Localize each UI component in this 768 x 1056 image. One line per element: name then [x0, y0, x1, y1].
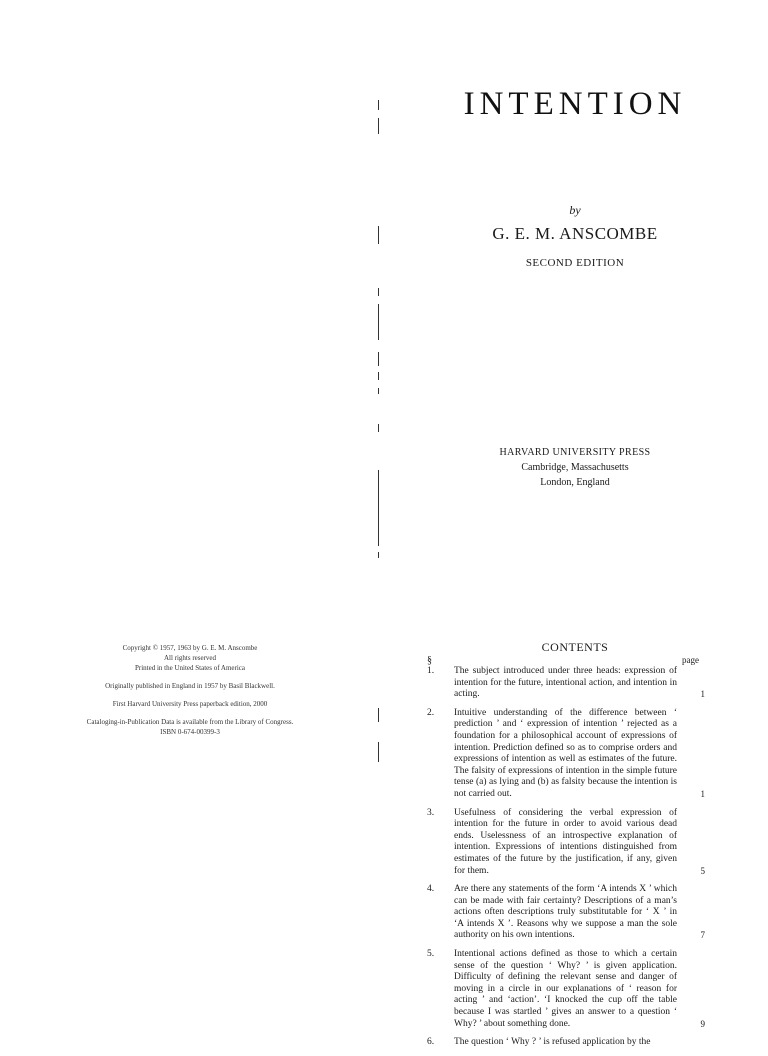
gutter-rule-1 [378, 100, 379, 110]
gutter-rule-12 [378, 708, 379, 722]
section-mark: § [427, 655, 432, 666]
gutter-rule-3 [378, 226, 379, 244]
toc-entry-text: Are there any statements of the form ‘A intends X ’ which can be made with fair certainty? Descriptions of a man’s actions often descriptions truly substitutable for ‘ X ’ in ‘A intends X ’. Reasons why we suppose a man the sole authority on his own intentions. [454, 884, 677, 941]
publisher-block [430, 445, 720, 490]
toc-entry-page: 9 [700, 1018, 705, 1029]
gutter-rule-5 [378, 304, 379, 340]
toc-entry [427, 708, 707, 801]
toc-entry-page: 5 [700, 865, 705, 876]
original-publication-line: Originally published in England in 1957 by Basil Blackwell. [105, 682, 275, 690]
toc-entry-number: 3. [427, 807, 435, 818]
toc-entry [427, 949, 707, 1030]
author-name: G. E. M. ANSCOMBE [492, 224, 658, 243]
toc-entry-number: 5. [427, 949, 435, 960]
gutter-rule-11 [378, 552, 379, 558]
toc-entry-number: 1. [427, 666, 435, 676]
toc-entry-number: 2. [427, 707, 435, 718]
toc-entry-text: Usefulness of considering the verbal expression of intention for the future in order to avoid various dead ends. Uselessness of an introspective explanation of intention. Expressions of intentions distinguished from estimates of the future by the justification, if any, given for them. [454, 807, 677, 876]
copyright-line: Copyright © 1957, 1963 by G. E. M. Anscombe [122, 644, 258, 652]
gutter-rule-4 [378, 288, 379, 296]
contents-heading: CONTENTS [541, 640, 609, 654]
printed-line: Printed in the United States of America [134, 664, 246, 672]
toc-entry-text: Intentional actions defined as those to which a certain sense of the question ‘ Why? ’ is given application. Difficulty of defining the relevant sense and danger of moving in a circle in our explanations of ‘ reason for acting ’ and ‘action’. ‘I knocked the cup off the table because I was startled ’ gives an answer to a question ‘ Why? ’ about something done. [454, 949, 677, 1029]
copyright-block [60, 643, 320, 737]
cataloging-line: Cataloging-in-Publication Data is available from the Library of Congress. [86, 718, 294, 726]
gutter-rule-8 [378, 388, 379, 394]
toc-entry-number: 6. [427, 1037, 435, 1048]
page-column-label: page [682, 655, 699, 665]
toc-entry-page: 1 [700, 788, 705, 799]
paperback-edition-line: First Harvard University Press paperback edition, 2000 [112, 700, 268, 708]
toc-entry-text: Intuitive understanding of the difference between ‘ prediction ’ and ‘ expression of intention ’ rejected as a foundation for a philosophical account of expressions of intention. Prediction defined so as to comprise orders and expressions of intention as well as estimates of the future. The falsity of expressions of intention in the simple future tense (a) as lying and (b) as falsity because the intention is not carried out. [454, 707, 677, 799]
edition-label: SECOND EDITION [525, 257, 625, 269]
gutter-rule-10 [378, 470, 379, 546]
toc-entry-text: The subject introduced under three heads: expression of intention for the future, intentional action, and intention in acting. [454, 666, 677, 700]
toc-entry-page: 1 [700, 689, 705, 700]
toc-entry [427, 884, 707, 942]
book-title: INTENTION [463, 86, 687, 122]
publisher-city: Cambridge, Massachusetts [521, 462, 629, 473]
table-of-contents [427, 666, 707, 1056]
toc-entry-number: 4. [427, 884, 435, 895]
toc-entry-page: 7 [700, 930, 705, 941]
toc-entry [427, 808, 707, 878]
toc-entry [427, 1037, 707, 1049]
publisher-name: HARVARD UNIVERSITY PRESS [499, 447, 651, 458]
gutter-rule-7 [378, 372, 379, 380]
toc-entry [427, 666, 707, 701]
gutter-rule-6 [378, 352, 379, 366]
byline: by [569, 203, 581, 217]
toc-entry-text: The question ‘ Why ? ’ is refused application by the [454, 1037, 651, 1048]
gutter-rule-2 [378, 118, 379, 134]
rights-line: All rights reserved [163, 654, 217, 662]
isbn-line: ISBN 0-674-00399-3 [160, 728, 220, 736]
gutter-rule-13 [378, 742, 379, 762]
publisher-city-2: London, England [540, 477, 610, 488]
gutter-rule-9 [378, 424, 379, 432]
